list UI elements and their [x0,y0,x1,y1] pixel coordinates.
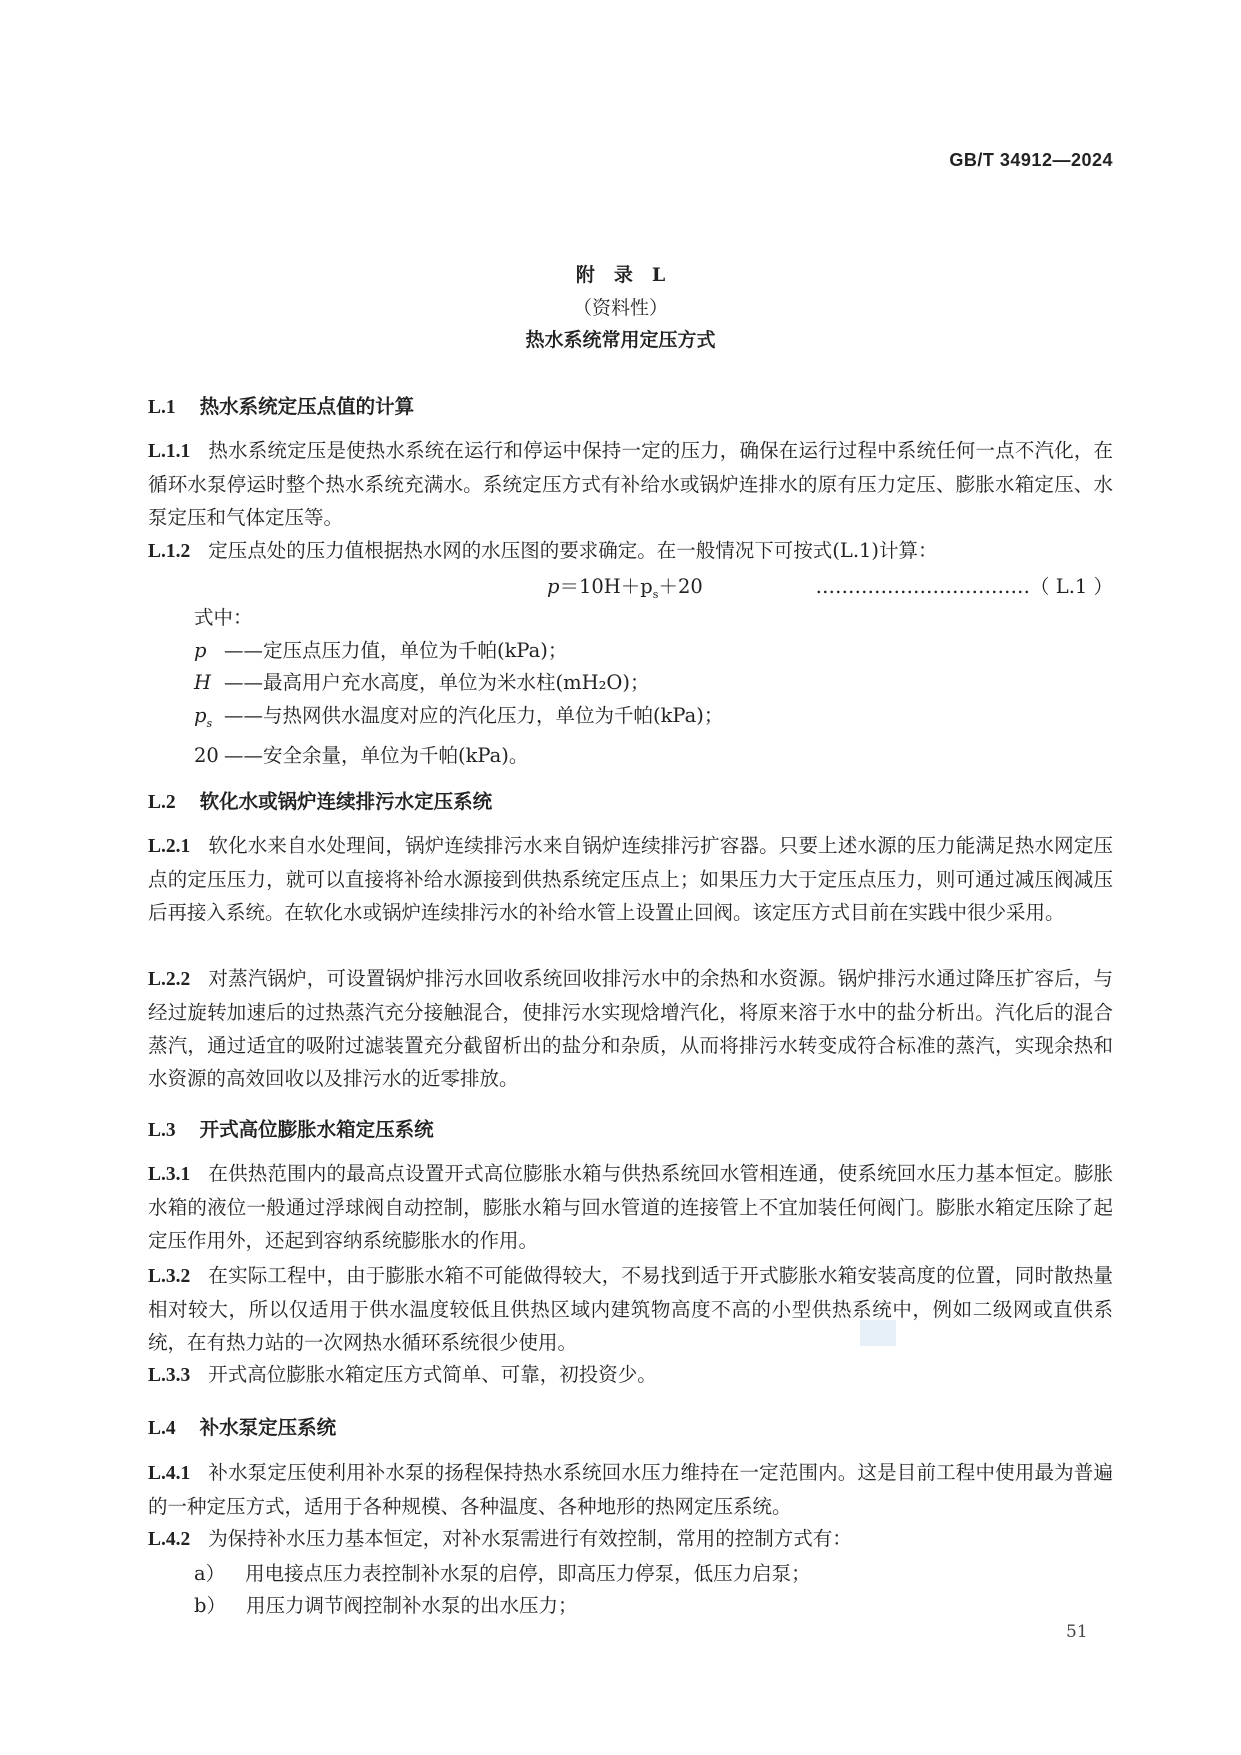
clause-number: L.1.2 [148,541,191,562]
definition-symbol: p [194,638,207,662]
clause-l3-2 [148,1259,1113,1359]
definition-text: ——定压点压力值，单位为千帕(kPa)； [224,638,568,662]
clause-number: L.4.2 [148,1529,191,1550]
definition-text: ——最高用户充水高度，单位为米水柱(mH₂O)； [224,671,650,694]
clause-l3-1 [148,1157,1113,1257]
clause-l3-3 [148,1358,1113,1392]
clause-text: 定压点处的压力值根据热水网的水压图的要求确定。在一般情况下可按式(L.1)计算： [208,539,938,562]
section-heading-l1 [148,391,414,419]
clause-text: 热水系统定压是使热水系统在运行和停运中保持一定的压力，确保在运行过程中系统任何一点不汽化，在循环水泵停运时整个热水系统充满水。系统定压方式有补给水或锅炉连排水的原有压力定压、膨胀水箱定压、水泵定压和气体定压等。 [148,439,1113,529]
definition-text: ——安全余量，单位为千帕(kPa)。 [224,743,529,767]
formula-expr: ＝10H＋p [559,575,653,598]
clause-l4-1 [148,1456,1113,1523]
formula-lhs: p [547,575,560,598]
clause-text: 为保持补水压力基本恒定，对补水泵需进行有效控制，常用的控制方式有： [208,1527,852,1550]
definition-symbol: H [194,671,212,694]
clause-text: 在实际工程中，由于膨胀水箱不可能做得较大，不易找到适于开式膨胀水箱安装高度的位置，同时散热量相对较大，所以仅适用于供水温度较低且供热区域内建筑物高度不高的小型供热系统中，例如二级网或直供系统，在有热力站的一次网热水循环系统很少使用。 [148,1264,1113,1354]
standard-number: GB/T 34912—2024 [949,150,1113,170]
definition-item [194,740,723,773]
clause-number: L.2.2 [148,969,191,990]
section-number: L.2 [148,792,176,813]
section-number: L.3 [148,1120,176,1141]
list-label: b） [194,1594,226,1617]
clause-text: 软化水来自水处理间，锅炉连续排污水来自锅炉连续排污扩容器。只要上述水源的压力能满足热水网定压点的定压压力，就可以直接将补给水源接到供热系统定压点上；如果压力大于定压点压力，则可通过减压阀减压后再接入系统。在软化水或锅炉连续排污水的补给水管上设置止回阀。该定压方式目前在实践中很少采用。 [148,834,1113,924]
section-title: 热水系统定压点值的计算 [199,395,415,418]
list-item [194,1590,578,1618]
clause-text: 在供热范围内的最高点设置开式高位膨胀水箱与供热系统回水管相连通，使系统回水压力基本恒定。膨胀水箱的液位一般通过浮球阀自动控制，膨胀水箱与回水管道的连接管上不宜加装任何阀门。膨胀水箱定压除了起定压作用外，还起到容纳系统膨胀水的作用。 [148,1162,1113,1252]
clause-number: L.1.1 [148,441,191,462]
clause-text: 对蒸汽锅炉，可设置锅炉排污水回收系统回收排污水中的余热和水资源。锅炉排污水通过降压扩容后，与经过旋转加速后的过热蒸汽充分接触混合，使排污水实现焓增汽化，将原来溶于水中的盐分析出。汽化后的混合蒸汽，通过适宜的吸附过滤装置充分截留析出的盐分和杂质，从而将排污水转变成符合标准的蒸汽，实现余热和水资源的高效回收以及排污水的近零排放。 [148,967,1113,1090]
clause-l2-1 [148,829,1113,929]
clause-number: L.4.1 [148,1463,191,1484]
list-item [194,1558,811,1586]
clause-l2-2 [148,962,1113,1095]
definition-sub: s [206,716,213,730]
clause-text: 补水泵定压使利用补水泵的扬程保持热水系统回水压力维持在一定范围内。这是目前工程中使用最为普遍的一种定压方式，适用于各种规模、各种温度、各种地形的热网定压系统。 [148,1461,1113,1518]
clause-number: L.2.1 [148,836,191,857]
annex-nature: （资料性） [572,297,668,319]
definition-item [194,667,723,700]
definition-item [194,700,723,740]
definition-text: ——与热网供水温度对应的汽化压力，单位为千帕(kPa)； [224,703,724,727]
section-title: 软化水或锅炉连续排污水定压系统 [199,790,493,813]
clause-number: L.3.3 [148,1365,191,1386]
section-number: L.1 [148,397,176,418]
annex-title: 热水系统常用定压方式 [525,329,716,351]
annex-label: 附 录 L [575,264,666,286]
section-heading-l4 [148,1412,336,1440]
definition-symbol: p [194,703,207,727]
where-definitions [194,602,723,772]
clause-number: L.3.1 [148,1164,191,1185]
clause-number: L.3.2 [148,1266,191,1287]
clause-l1-2 [148,534,1113,568]
definition-item [194,635,723,668]
list-text: 用电接点压力表控制补水泵的启停，即高压力停泵，低压力启泵； [245,1562,811,1585]
definition-symbol: 20 [194,743,219,767]
section-heading-l2 [148,786,492,814]
section-title: 开式高位膨胀水箱定压系统 [199,1118,434,1141]
section-heading-l3 [148,1114,434,1142]
formula-sub: s [652,587,659,601]
list-label: a） [194,1562,226,1585]
clause-l1-1 [148,434,1113,534]
page-number: 51 [1066,1622,1088,1642]
formula-tail: ＋20 [658,575,703,598]
section-number: L.4 [148,1418,176,1439]
where-label: 式中： [194,606,253,629]
formula-ref: ……………………………（ L.1 ） [815,575,1113,598]
section-title: 补水泵定压系统 [199,1416,337,1439]
list-text: 用压力调节阀控制补水泵的出水压力； [245,1594,578,1617]
clause-text: 开式高位膨胀水箱定压方式简单、可靠，初投资少。 [208,1363,657,1386]
formula [547,571,703,601]
clause-l4-2 [148,1522,1113,1556]
